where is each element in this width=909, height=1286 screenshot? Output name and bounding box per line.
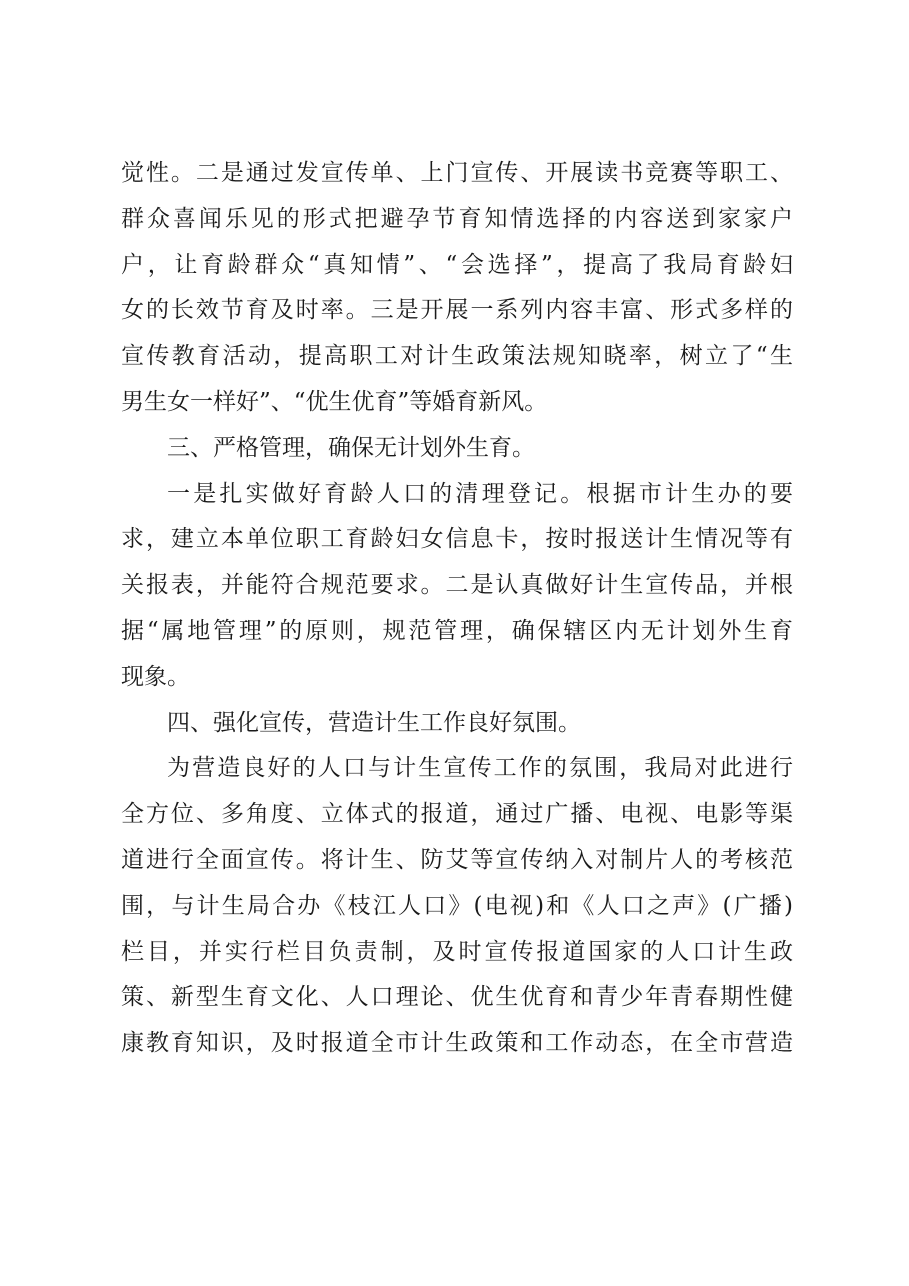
- text-line: 宣传教育活动，提高职工对计生政策法规知晓率，树立了“生: [121, 343, 793, 370]
- text-line: 觉性。二是通过发宣传单、上门宣传、开展读书竞赛等职工、: [121, 160, 793, 186]
- section-heading: 四、强化宣传，营造计生工作良好氛围。: [167, 709, 581, 736]
- text-line: 女的长效节育及时率。三是开展一系列内容丰富、形式多样的: [121, 297, 793, 324]
- text-line: 群众喜闻乐见的形式把避孕节育知情选择的内容送到家家户: [121, 205, 793, 232]
- section-heading: 三、严格管理，确保无计划外生育。: [167, 434, 535, 461]
- text-line: 道进行全面宣传。将计生、防艾等宣传纳入对制片人的考核范: [121, 846, 793, 873]
- text-line: 策、新型生育文化、人口理论、优生优育和青少年青春期性健: [121, 984, 793, 1011]
- text-line: 关报表，并能符合规范要求。二是认真做好计生宣传品，并根: [121, 572, 793, 599]
- text-line: 据“属地管理”的原则，规范管理，确保辖区内无计划外生育: [121, 617, 793, 644]
- text-line: 户，让育龄群众“真知情”、“会选择”，提高了我局育龄妇: [121, 251, 793, 278]
- text-line: 为营造良好的人口与计生宣传工作的氛围，我局对此进行: [167, 755, 793, 782]
- text-line: 围，与计生局合办《枝江人口》(电视)和《人口之声》(广播): [121, 892, 793, 919]
- text-line: 求，建立本单位职工育龄妇女信息卡，按时报送计生情况等有: [121, 526, 793, 553]
- text-line: 栏目，并实行栏目负责制，及时宣传报道国家的人口计生政: [121, 938, 793, 965]
- text-line: 现象。: [121, 663, 190, 690]
- document-body: [121, 151, 793, 1067]
- text-line: 一是扎实做好育龄人口的清理登记。根据市计生办的要: [167, 480, 793, 507]
- text-line: 康教育知识，及时报道全市计生政策和工作动态，在全市营造: [121, 1030, 793, 1057]
- text-line: 男生女一样好”、“优生优育”等婚育新风。: [121, 388, 548, 415]
- text-line: 全方位、多角度、立体式的报道，通过广播、电视、电影等渠: [121, 801, 793, 828]
